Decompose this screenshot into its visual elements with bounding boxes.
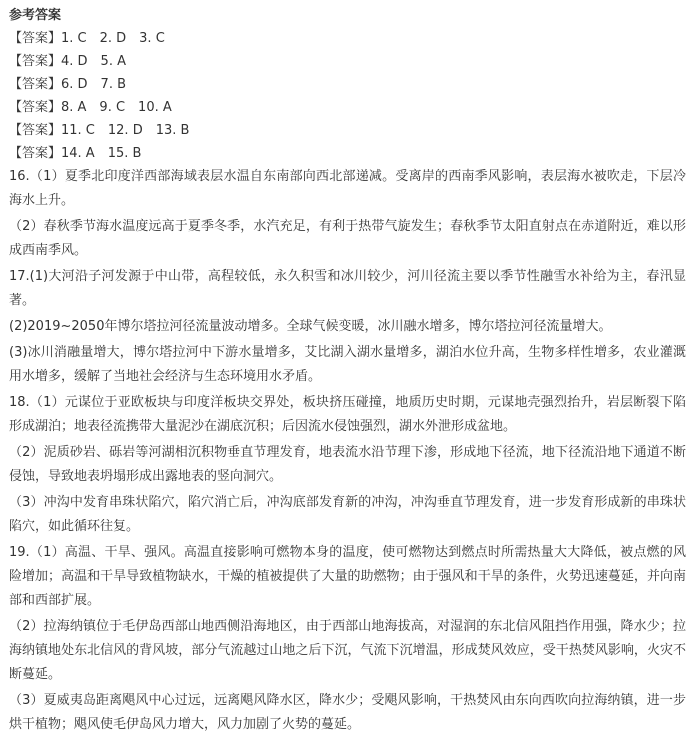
answer-paragraph: 19.（1）高温、干旱、强风。高温直接影响可燃物本身的温度，使可燃物达到燃点时所需热量大大降低，被点燃的风险增加；高温和干旱导致植物缺水，干燥的植被提供了大量的助燃物；由于强风和干旱的条件，火势迅速蔓延，并向南部和西部扩展。 — [9, 545, 686, 608]
answer-line: 【答案】1. C 2. D 3. C — [9, 31, 165, 46]
answer-paragraph: (3)冰川消融量增大，博尔塔拉河中下游水量增多，艾比湖入湖水量增多，湖泊水位升高，生物多样性增多，农业灌溉用水增多，缓解了当地社会经济与生态环境用水矛盾。 — [9, 345, 686, 384]
answer-paragraph: （3）夏威夷岛距离飓风中心过远，远离飓风降水区，降水少；受飓风影响，干热焚风由东向西吹向拉海纳镇，进一步烘干植物；飓风使毛伊岛风力增大，风力加剧了火势的蔓延。 — [9, 693, 686, 732]
answer-paragraph: (2)2019~2050年博尔塔拉河径流量波动增多。全球气候变暖，冰川融水增多，博尔塔拉河径流量增大。 — [9, 319, 612, 334]
answer-paragraph: 16.（1）夏季北印度洋西部海域表层水温自东南部向西北部递减。受离岸的西南季风影响，表层海水被吹走，下层冷海水上升。 — [9, 169, 686, 208]
answer-paragraph: （2）春秋季节海水温度远高于夏季冬季，水汽充足，有利于热带气旋发生；春秋季节太阳直射点在赤道附近，难以形成西南季风。 — [9, 219, 686, 258]
answer-line: 【答案】8. A 9. C 10. A — [9, 100, 172, 115]
answer-paragraph: 18.（1）元谋位于亚欧板块与印度洋板块交界处，板块挤压碰撞，地质历史时期，元谋地壳强烈抬升，岩层断裂下陷形成湖泊；地表径流携带大量泥沙在湖底沉积；后因流水侵蚀强烈，湖水外泄形成盆地。 — [9, 395, 686, 434]
answer-paragraph: （3）冲沟中发育串珠状陷穴，陷穴消亡后，冲沟底部发育新的冲沟，冲沟垂直节理发育，进一步发育形成新的串珠状陷穴，如此循环往复。 — [9, 495, 686, 534]
answer-line: 【答案】4. D 5. A — [9, 54, 126, 69]
answer-line: 【答案】14. A 15. B — [9, 146, 142, 161]
answer-line: 【答案】11. C 12. D 13. B — [9, 123, 190, 138]
answer-paragraph: （2）泥质砂岩、砾岩等河湖相沉积物垂直节理发育，地表流水沿节理下渗，形成地下径流，地下径流沿地下通道不断侵蚀，导致地表坍塌形成出露地表的竖向洞穴。 — [9, 445, 686, 484]
answer-line: 【答案】6. D 7. B — [9, 77, 127, 92]
page-title: 参考答案 — [9, 8, 62, 23]
answer-paragraph: （2）拉海纳镇位于毛伊岛西部山地西侧沿海地区，由于西部山地海拔高，对湿润的东北信风阻挡作用强，降水少；拉海纳镇地处东北信风的背风坡，部分气流越过山地之后下沉，气流下沉增温，形成焚风效应，受干热焚风影响，火灾不断蔓延。 — [9, 619, 686, 682]
answer-paragraph: 17.(1)大河沿子河发源于中山带，高程较低，永久积雪和冰川较少，河川径流主要以季节性融雪水补给为主，春汛显著。 — [9, 269, 686, 308]
